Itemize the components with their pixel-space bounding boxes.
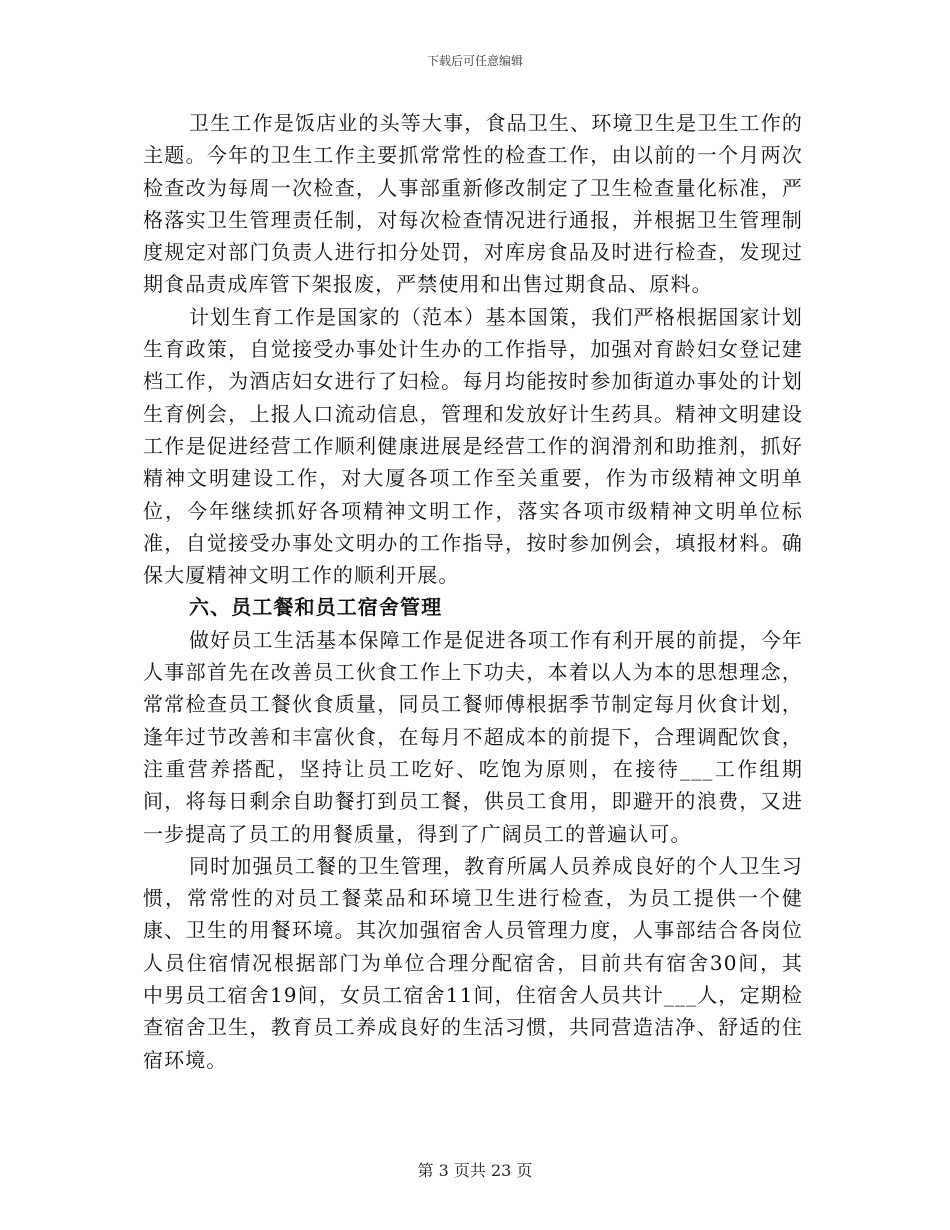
paragraph-hygiene: 卫生工作是饭店业的头等大事，食品卫生、环境卫生是卫生工作的主题。今年的卫生工作主要抓常常性的检查工作，由以前的一个月两次检查改为每周一次检查，人事部重新修改制定了卫生检查量化标准，严格落实卫生管理责任制，对每次检查情况进行通报，并根据卫生管理制度规定对部门负责人进行扣分处罚，对库房食品及时进行检查，发现过期食品责成库管下架报废，严禁使用和出售过期食品、原料。 [143,111,803,297]
paragraph-dormitory: 同时加强员工餐的卫生管理，教育所属人员养成良好的个人卫生习惯，常常性的对员工餐菜品和环境卫生进行检查，为员工提供一个健康、卫生的用餐环境。其次加强宿舍人员管理力度，人事部结合各岗位人员住宿情况根据部门为单位合理分配宿舍，目前共有宿舍30间，其中男员工宿舍19间，女员工宿舍11间，住宿舍人员共计___人，定期检查宿舍卫生，教育员工养成良好的生活习惯，共同营造洁净、舒适的住宿环境。 [143,853,803,1072]
paragraph-family-planning: 计划生育工作是国家的（范本）基本国策，我们严格根据国家计划生育政策，自觉接受办事处计生办的工作指导，加强对育龄妇女登记建档工作，为酒店妇女进行了妇检。每月均能按时参加街道办事处的计划生育例会，上报人口流动信息，管理和发放好计生药具。精神文明建设工作是促进经营工作顺利健康进展是经营工作的润滑剂和助推剂，抓好精神文明建设工作，对大厦各项工作至关重要，作为市级精神文明单位，今年继续抓好各项精神文明工作，落实各项市级精神文明单位标准，自觉接受办事处文明办的工作指导，按时参加例会，填报材料。确保大厦精神文明工作的顺利开展。 [143,304,803,588]
section-heading-staff-meals-dormitory: 六、员工餐和员工宿舍管理 [189,595,443,620]
paragraph-staff-meals: 做好员工生活基本保障工作是促进各项工作有利开展的前提，今年人事部首先在改善员工伙食工作上下功夫，本着以人为本的思想理念，常常检查员工餐伙食质量，同员工餐师傅根据季节制定每月伙食计划，逢年过节改善和丰富伙食，在每月不超成本的前提下，合理调配饮食，注重营养搭配，坚持让员工吃好、吃饱为原则，在接待___工作组期间，将每日剩余自助餐打到员工餐，供员工食用，即避开的浪费，又进一步提高了员工的用餐质量，得到了广阔员工的普遍认可。 [143,627,803,846]
page-footer: 第 3 页共 23 页 [417,1161,533,1180]
page-header: 下载后可任意编辑 [426,54,523,68]
document-body [143,107,803,1076]
